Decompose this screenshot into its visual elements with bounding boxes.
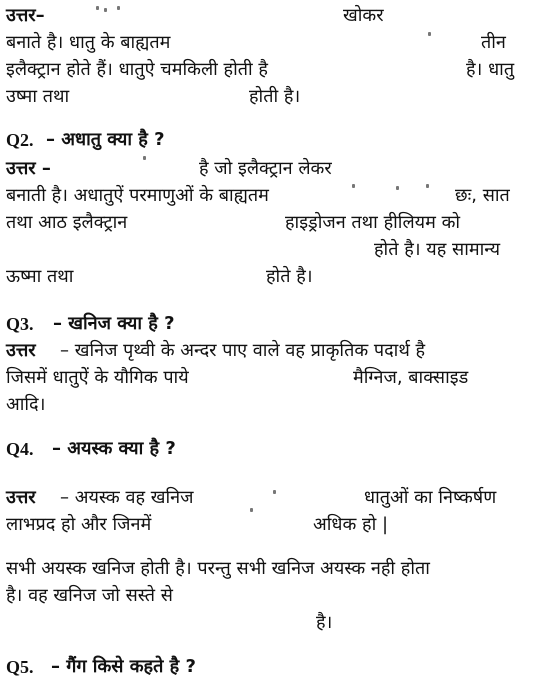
text-segment: खोकर (343, 5, 384, 26)
text-line: आदि। (6, 394, 46, 415)
text-line: है। (316, 612, 333, 633)
artifact-mark (426, 184, 429, 188)
text-segment: होती है। (249, 86, 301, 107)
text-segment: होते है। (266, 266, 313, 287)
text-line: लाभप्रद हो और जिनमें (6, 514, 152, 535)
text-line: उष्मा तथा (6, 86, 70, 107)
answer-label: उत्तर – (6, 158, 51, 179)
artifact-mark (250, 508, 253, 512)
question-number: Q2. (6, 130, 34, 150)
question-number: Q4. (6, 439, 34, 459)
text-line: बनाते है। धातु के बाह्यतम (6, 32, 171, 53)
question-title: – अधातु क्या है ? (46, 129, 165, 150)
text-segment: है। धातु (466, 59, 515, 80)
question-title: – गैंग किसे कहते है ? (51, 656, 196, 677)
text-line: होते है। यह सामान्य (374, 239, 501, 260)
artifact-mark (273, 490, 276, 494)
artifact-mark (96, 6, 99, 10)
answer-label: उत्तर– (6, 5, 45, 26)
artifact-mark (143, 156, 146, 160)
artifact-mark (428, 32, 431, 36)
question-title: – खनिज क्या है ? (53, 313, 175, 334)
text-line: बनाती है। अधातुऐं परमाणुओं के बाह्यतम (6, 185, 269, 206)
text-segment: छः, सात (455, 185, 510, 206)
answer-label: उत्तर (6, 340, 36, 361)
text-segment: हाइड्रोजन तथा हीलियम को (285, 212, 461, 233)
text-segment: – खनिज पृथ्वी के अन्दर पाए वाले वह प्राकृतिक पदार्थ है (60, 340, 426, 361)
text-segment: धातुओं का निष्कर्षण (364, 487, 497, 508)
question-number: Q3. (6, 314, 34, 334)
text-line: सभी अयस्क खनिज होती है। परन्तु सभी खनिज अयस्क नही होता (6, 558, 430, 579)
artifact-mark (352, 184, 355, 188)
artifact-mark (396, 186, 399, 190)
text-segment: तीन (481, 32, 506, 53)
artifact-mark (117, 6, 120, 10)
text-segment: अधिक हो | (313, 514, 389, 535)
text-segment: मैग्निज, बाक्साइड (353, 367, 469, 388)
text-line: इलैक्ट्रान होते हैं। धातुऐ चमकिली होती है (6, 59, 268, 80)
text-line: तथा आठ इलैक्ट्रान (6, 212, 128, 233)
question-number: Q5. (6, 657, 34, 677)
question-title: – अयस्क क्या है ? (52, 438, 176, 459)
answer-label: उत्तर (6, 487, 36, 508)
text-line: जिसमें धातुऐें के यौगिक पाये (6, 367, 189, 388)
text-segment: है जो इलैक्ट्रान लेकर (199, 158, 332, 179)
text-line: ऊष्मा तथा (6, 266, 74, 287)
text-segment: – अयस्क वह खनिज (60, 487, 194, 508)
text-line: है। वह खनिज जो सस्ते से (6, 585, 173, 606)
artifact-mark (104, 8, 107, 12)
